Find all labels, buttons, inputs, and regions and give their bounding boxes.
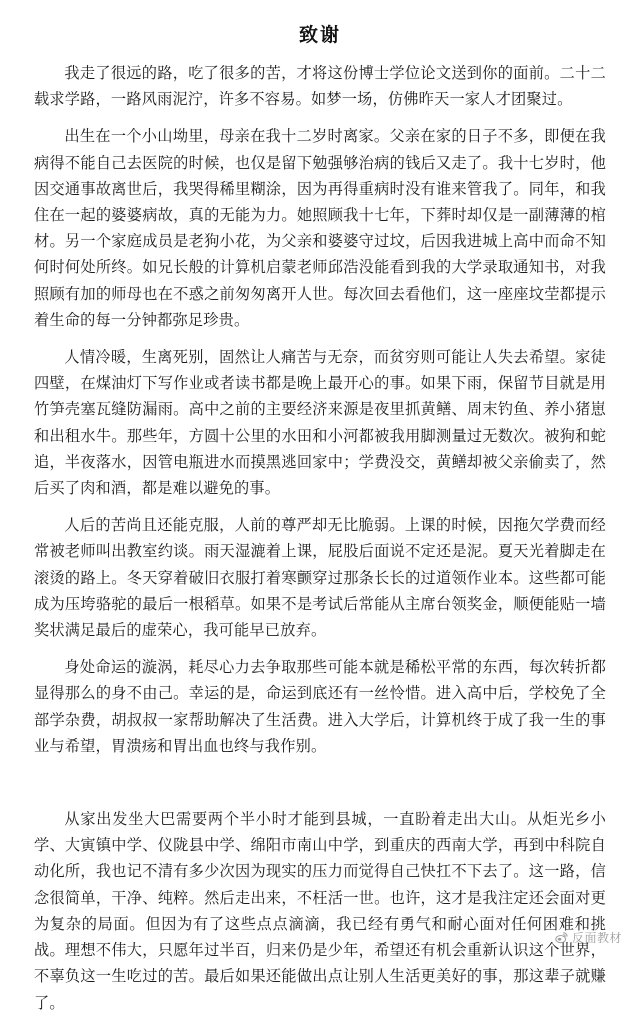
weibo-icon: [555, 931, 568, 944]
section-spacer: [34, 771, 606, 807]
watermark-label: 反面教材: [571, 931, 622, 945]
paragraph-4: 人后的苦尚且还能克服，人前的尊严却无比脆弱。上课的时候，因拖欠学费而经常被老师叫出教室约谈。雨天湿漉着上课，屁股后面说不定还是泥。夏天光着脚走在滚烫的路上。冬天穿着破旧衣服打着寒颤穿过那条长长的过道领作业本。这些都可能成为压垮骆驼的最后一根稻草。如果不是考试后常能从主席台领奖金，顺便能贴一墙奖状满足最后的虚荣心，我可能早已放弃。: [34, 517, 606, 640]
paragraph-2: 出生在一个小山坳里，母亲在我十二岁时离家。父亲在家的日子不多，即便在我病得不能自己去医院的时候，也仅是留下勉强够治病的钱后又走了。我十七岁时，他因交通事故离世后，我哭得稀里糊涂，因为再得重病时没有谁来管我了。同年，和我住在一起的婆婆病故，真的无能为力。她照顾我十七年，下葬时却仅是一副薄薄的棺材。另一个家庭成员是老狗小花，为父亲和婆婆守过坟，后因我进城上高中而命不知何时何处所终。如兄长般的计算机启蒙老师邱浩没能看到我的大学录取通知书，对我照顾有加的师母也在不惑之前匆匆离开人世。每次回去看他们，这一座座坟茔都提示着生命的每一分钟都弥足珍贵。: [34, 128, 606, 329]
paragraph-1: 我走了很远的路，吃了很多的苦，才将这份博士学位论文送到你的面前。二十二载求学路，一路风雨泥泞，许多不容易。如梦一场，仿佛昨天一家人才团聚过。: [34, 65, 606, 109]
paragraph-3: 人情冷暖，生离死别，固然让人痛苦与无奈，而贫穷则可能让人失去希望。家徒四壁，在煤油灯下写作业或者读书都是晚上最开心的事。如果下雨，保留节目就是用竹笋壳塞瓦缝防漏雨。高中之前的主要经济来源是夜里抓黄鳝、周末钓鱼、养小猪崽和出租水牛。那些年，方圆十公里的水田和小河都被我用脚测量过无数次。被狗和蛇追，半夜落水，因管电瓶进水而摸黑逃回家中；学费没交，黄鳝却被父亲偷卖了，然后买了肉和酒，都是难以避免的事。: [34, 349, 606, 498]
paragraph-6: 从家出发坐大巴需要两个半小时才能到县城，一直盼着走出大山。从炬光乡小学、大寅镇中学、仪陇县中学、绵阳市南山中学，到重庆的西南大学，再到中科院自动化所，我也记不清有多少次因为现实的压力而觉得自己快扛不下去了。这一路，信念很简单，干净、纯粹。然后走出来，不枉活一世。也许，这才是我注定还会面对更为复杂的局面。但因为有了这些点点滴滴，我已经有勇气和耐心面对任何困难和挑战。理想不伟大，只愿年过半百，归来仍是少年，希望还有机会重新认识这个世界，不辜负这一生吃过的苦。最后如果还能做出点让别人生活更美好的事，那这辈子就赚了。: [34, 811, 606, 1012]
page-title: 致谢: [298, 25, 341, 46]
paragraph-5: 身处命运的漩涡，耗尽心力去争取那些可能本就是稀松平常的东西，每次转折都显得那么的身不由己。幸运的是，命运到底还有一丝怜惜。进入高中后，学校免了全部学杂费，胡叔叔一家帮助解决了生活费。进入大学后，计算机终于成了我一生的事业与希望，胃溃疡和胃出血也终与我作别。: [34, 659, 606, 755]
watermark: [555, 929, 622, 946]
